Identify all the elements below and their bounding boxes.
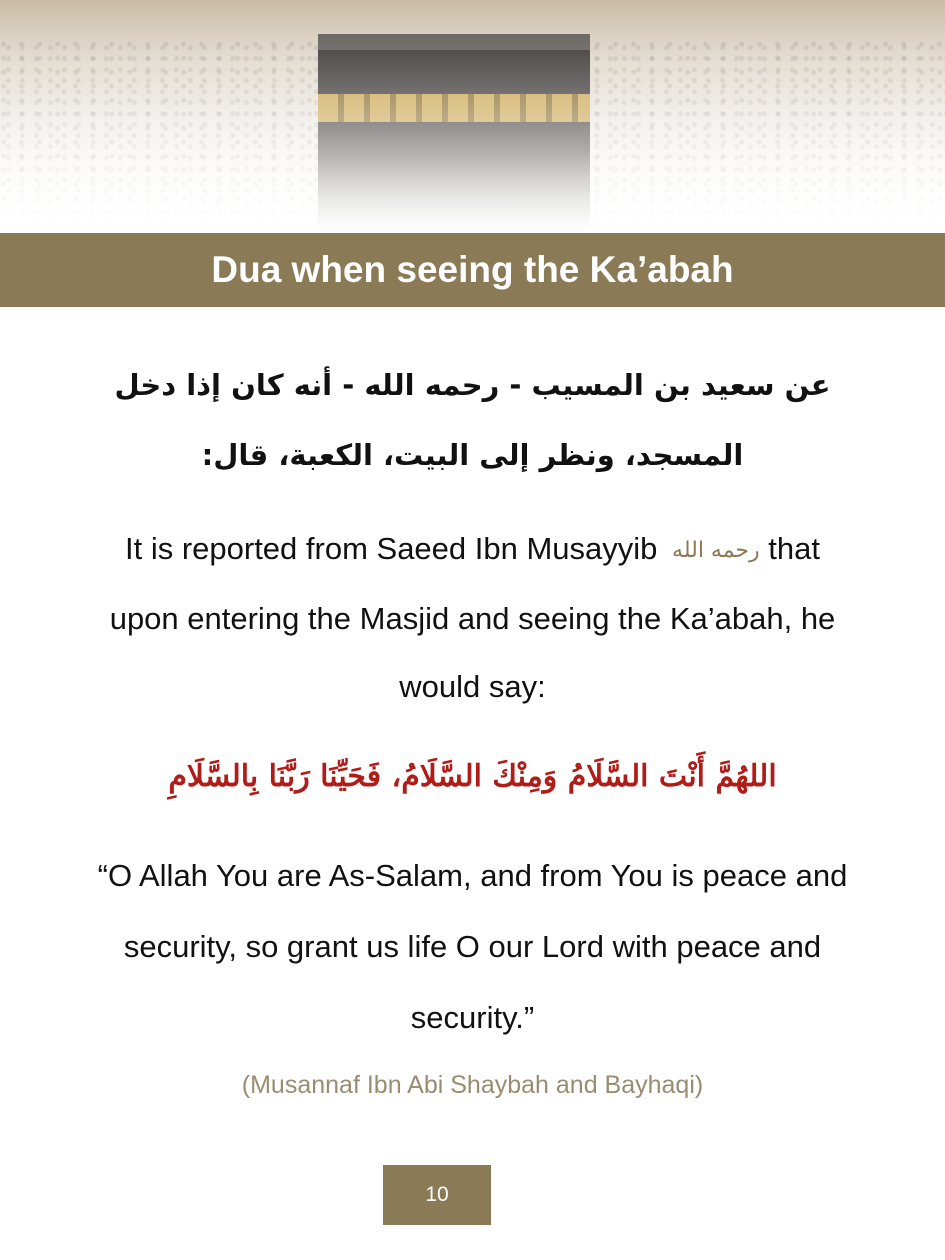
image-fade-overlay bbox=[0, 0, 945, 232]
page-title: Dua when seeing the Ka’abah bbox=[211, 249, 734, 290]
page-number: 10 bbox=[383, 1165, 491, 1225]
honorific-glyph: رحمه الله bbox=[672, 537, 760, 563]
hadith-source: (Musannaf Ibn Abi Shaybah and Bayhaqi) bbox=[241, 1071, 704, 1099]
title-bar bbox=[0, 233, 945, 307]
dua-translation: “O Allah You are As-Salam, and from You is peace and security, so grant us life O our Lord with peace and security.” bbox=[97, 858, 848, 1035]
dua-arabic-text: اللهُمَّ أَنْتَ السَّلَامُ وَمِنْكَ السَّلَامُ، فَحَيِّنَا رَبَّنَا بِالسَّلَامِ bbox=[168, 759, 777, 794]
header-image-kaaba bbox=[0, 0, 945, 232]
english-report-text bbox=[90, 515, 855, 721]
report-line-start: It is reported from Saeed Ibn Musayyib bbox=[124, 531, 658, 566]
arabic-intro-text: عن سعيد بن المسيب - رحمه الله - أنه كان إذا دخل المسجد، ونظر إلى البيت، الكعبة، قال: bbox=[114, 368, 831, 472]
report-line-rest: that upon entering the Masjid and seeing the Ka’abah, he would say: bbox=[109, 531, 836, 704]
